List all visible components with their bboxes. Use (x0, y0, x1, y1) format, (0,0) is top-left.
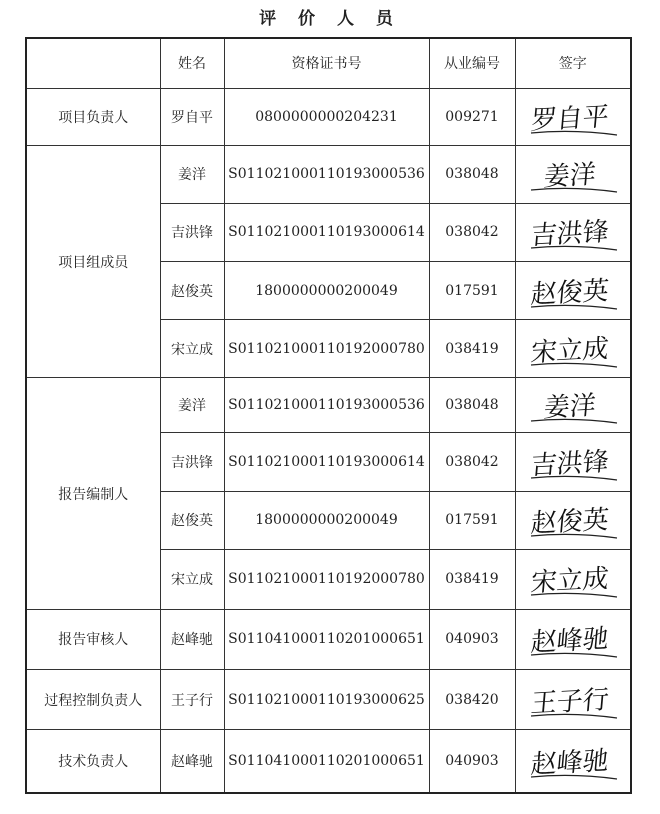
signature-cell (515, 609, 631, 669)
registration-cell: 038048 (429, 378, 515, 433)
header-registration: 从业编号 (429, 38, 515, 88)
handwritten-signature (523, 617, 623, 661)
certificate-cell: S011021000110193000625 (224, 670, 429, 730)
name-cell: 赵俊英 (160, 491, 224, 549)
header-signature: 签字 (515, 38, 631, 88)
certificate-cell: S011021000110193000536 (224, 378, 429, 433)
handwritten-signature (523, 152, 623, 196)
signature-glyphs: 姜洋 (542, 160, 597, 193)
header-name: 姓名 (160, 38, 224, 88)
certificate-cell: S011041000110201000651 (224, 730, 429, 793)
header-certificate: 资格证书号 (224, 38, 429, 88)
handwritten-signature (523, 383, 623, 427)
certificate-cell: S011021000110193000614 (224, 433, 429, 491)
role-cell: 过程控制负责人 (26, 670, 160, 730)
personnel-table (25, 37, 632, 794)
name-cell: 赵峰驰 (160, 730, 224, 793)
signature-glyphs: 姜洋 (542, 391, 597, 424)
handwritten-signature (523, 498, 623, 542)
signature-glyphs: 吉洪锋 (529, 447, 610, 482)
registration-cell: 038042 (429, 433, 515, 491)
signature-glyphs: 赵峰驰 (529, 746, 610, 781)
table-row (26, 670, 631, 730)
signature-glyphs: 罗自平 (529, 101, 610, 136)
signature-cell (515, 203, 631, 261)
handwritten-signature (523, 210, 623, 254)
signature-cell (515, 88, 631, 145)
table-row (26, 88, 631, 145)
registration-cell: 038048 (429, 145, 515, 203)
signature-cell (515, 670, 631, 730)
role-cell: 报告编制人 (26, 378, 160, 610)
registration-cell: 017591 (429, 491, 515, 549)
registration-cell: 038419 (429, 549, 515, 609)
handwritten-signature (523, 739, 623, 783)
table-row (26, 378, 631, 433)
registration-cell: 009271 (429, 88, 515, 145)
name-cell: 姜洋 (160, 145, 224, 203)
name-cell: 赵峰驰 (160, 609, 224, 669)
signature-cell (515, 262, 631, 320)
handwritten-signature (523, 678, 623, 722)
handwritten-signature (523, 557, 623, 601)
name-cell: 赵俊英 (160, 262, 224, 320)
signature-cell (515, 491, 631, 549)
role-cell: 项目组成员 (26, 145, 160, 378)
name-cell: 吉洪锋 (160, 203, 224, 261)
role-cell: 技术负责人 (26, 730, 160, 793)
signature-glyphs: 王子行 (529, 684, 610, 719)
name-cell: 吉洪锋 (160, 433, 224, 491)
signature-cell (515, 378, 631, 433)
signature-glyphs: 赵俊英 (529, 275, 610, 310)
role-cell: 项目负责人 (26, 88, 160, 145)
header-cell-blank (26, 38, 160, 88)
handwritten-signature (523, 440, 623, 484)
table-row (26, 145, 631, 203)
certificate-cell: 1800000000200049 (224, 262, 429, 320)
registration-cell: 038420 (429, 670, 515, 730)
certificate-cell: S011021000110193000614 (224, 203, 429, 261)
certificate-cell: S011041000110201000651 (224, 609, 429, 669)
table-row (26, 730, 631, 793)
signature-glyphs: 赵俊英 (529, 505, 610, 540)
header-row (26, 38, 631, 88)
signature-cell (515, 320, 631, 378)
name-cell: 姜洋 (160, 378, 224, 433)
registration-cell: 040903 (429, 609, 515, 669)
handwritten-signature (523, 95, 623, 139)
registration-cell: 040903 (429, 730, 515, 793)
role-cell: 报告审核人 (26, 609, 160, 669)
registration-cell: 017591 (429, 262, 515, 320)
signature-glyphs: 赵峰驰 (529, 624, 610, 659)
signature-glyphs: 宋立成 (529, 564, 610, 599)
certificate-cell: S011021000110192000780 (224, 549, 429, 609)
registration-cell: 038419 (429, 320, 515, 378)
certificate-cell: S011021000110192000780 (224, 320, 429, 378)
name-cell: 宋立成 (160, 320, 224, 378)
name-cell: 罗自平 (160, 88, 224, 145)
signature-glyphs: 吉洪锋 (529, 217, 610, 252)
certificate-cell: S011021000110193000536 (224, 145, 429, 203)
handwritten-signature (523, 269, 623, 313)
signature-cell (515, 433, 631, 491)
name-cell: 王子行 (160, 670, 224, 730)
table-row (26, 609, 631, 669)
name-cell: 宋立成 (160, 549, 224, 609)
signature-cell (515, 730, 631, 793)
certificate-cell: 0800000000204231 (224, 88, 429, 145)
signature-cell (515, 549, 631, 609)
handwritten-signature (523, 327, 623, 371)
signature-glyphs: 宋立成 (529, 333, 610, 369)
page-title: 评 价 人 员 (259, 9, 401, 29)
registration-cell: 038042 (429, 203, 515, 261)
certificate-cell: 1800000000200049 (224, 491, 429, 549)
signature-cell (515, 145, 631, 203)
